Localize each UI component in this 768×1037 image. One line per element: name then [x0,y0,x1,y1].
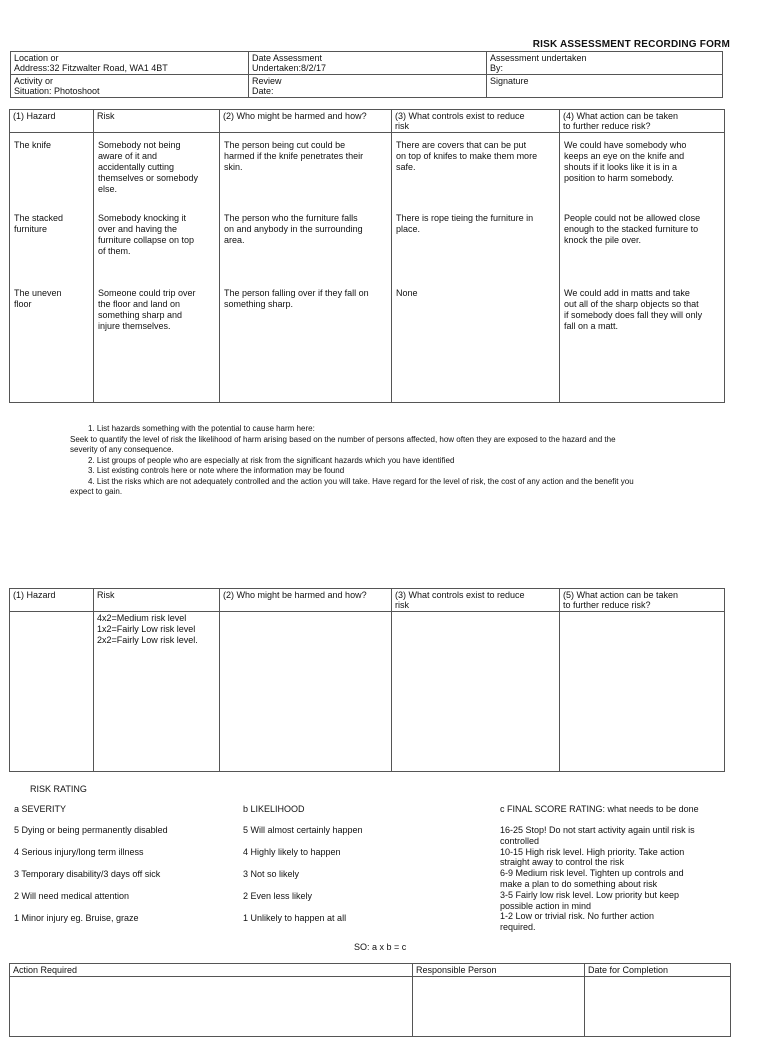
signature-field: Signature [487,75,723,98]
header-table [10,51,723,98]
col-controls-header: (3) What controls exist to reduce risk [392,589,560,612]
likelihood-title: b LIKELIHOOD [243,804,305,814]
note-line: 2. List groups of people who are especially at risk from the significant hazards which you have identified [88,455,455,465]
action-cell [560,612,725,772]
action-cell: We could have somebody who keeps an eye on the knife and shouts if it looks like it is in a position to harm somebody. [564,140,687,183]
risk-cell: Somebody knocking it over and having the furniture collapse on top of them. [98,213,195,256]
final-score-text: 16-25 Stop! Do not start activity again until risk is controlled 10-15 High risk level. High priority. Take action straight away to control the risk 6-9 Medium risk level. Tighten up controls and make a plan to do something about risk 3-5 Fairly low risk level. Low priority but keep possible action in mind 1-2 Low or trivial risk. No further action required. [500,825,695,933]
likelihood-section [243,804,463,924]
controls-cell: None [396,288,418,298]
who-harmed-cell: The person who the furniture falls on and anybody in the surrounding area. [224,213,363,245]
activity-field: Activity or Situation: Photoshoot [11,75,249,98]
col-hazard-header: (1) Hazard [10,110,94,133]
risk-cell: Someone could trip over the floor and land on something sharp and injure themselves. [98,288,196,331]
controls-cell [392,612,560,772]
likelihood-item: 4 Highly likely to happen [243,847,341,857]
assessment-by-field: Assessment undertaken By: [487,52,723,75]
location-field: Location or Address:32 Fitzwalter Road, WA1 4BT [11,52,249,75]
severity-item: 1 Minor injury eg. Bruise, graze [14,913,139,923]
hazard-table-1 [9,109,725,403]
final-score-title: c FINAL SCORE RATING: what needs to be done [500,804,699,814]
controls-cell: There is rope tieing the furniture in place. [396,213,534,234]
hazard-table-2 [9,588,725,772]
action-required-header: Action Required [10,964,413,977]
table1-header-row [10,110,725,133]
severity-title: a SEVERITY [14,804,67,814]
col-hazard-header: (1) Hazard [10,589,94,612]
col-who-harmed-header: (2) Who might be harmed and how? [220,110,392,133]
col-risk-header: Risk [94,110,220,133]
table-row [10,612,725,772]
hazard-cell: The stacked furniture [14,213,64,234]
likelihood-item: 1 Unlikely to happen at all [243,913,347,923]
action-cell: People could not be allowed close enough to the stacked furniture to knock the pile over. [564,213,701,245]
note-line: Seek to quantify the level of risk the likelihood of harm arising based on the number of persons affected, how often they are exposed to the hazard and the [70,434,616,444]
date-for-completion-header: Date for Completion [585,964,731,977]
note-line: expect to gain. [70,487,123,496]
severity-item: 4 Serious injury/long term illness [14,847,144,857]
who-harmed-cell [220,612,392,772]
hazard-cell: The uneven floor [14,288,62,309]
hazard-cell [10,612,94,772]
note-line: 1. List hazards something with the potential to cause harm here: [88,424,315,433]
col-action-header: (5) What action can be taken to further reduce risk? [560,589,725,612]
likelihood-item: 3 Not so likely [243,869,300,879]
date-assessment-field: Date Assessment Undertaken:8/2/17 [249,52,487,75]
col-risk-header: Risk [94,589,220,612]
hazard-cell: The knife [14,140,52,150]
risk-cell: Somebody not being aware of it and accidentally cutting themselves or somebody else. [98,140,199,194]
action-required-cell [10,977,413,1037]
col-action-header: (4) What action can be taken to further reduce risk? [560,110,725,133]
action-table [9,963,731,1037]
note-line: severity of any consequence. [70,445,174,454]
who-harmed-cell: The person being cut could be harmed if the knife penetrates their skin. [224,140,364,172]
formula-text: SO: a x b = c [354,942,407,952]
severity-section [14,804,234,924]
review-date-field: Review Date: [249,75,487,98]
note-line: 3. List existing controls here or note where the information may be found [88,466,345,475]
col-who-harmed-header: (2) Who might be harmed and how? [220,589,392,612]
severity-item: 2 Will need medical attention [14,891,130,901]
final-score-section [500,804,730,933]
responsible-person-cell [413,977,585,1037]
action-header-row [10,964,731,977]
likelihood-item: 5 Will almost certainly happen [243,825,363,835]
risk-rating-title: RISK RATING [30,784,87,794]
severity-item: 5 Dying or being permanently disabled [14,825,168,835]
note-line: 4. List the risks which are not adequately controlled and the action you will take. Have regard for the level of risk, the cost of any action and the benefit you [88,476,634,486]
risk-score-cell: 4x2=Medium risk level 1x2=Fairly Low risk level 2x2=Fairly Low risk level. [94,612,220,772]
action-cell: We could add in matts and take out all of the sharp objects so that if somebody does fall they will only fall on a matt. [564,288,703,331]
who-harmed-cell: The person falling over if they fall on something sharp. [224,288,369,309]
table2-header-row [10,589,725,612]
instructions-notes [70,424,730,498]
controls-cell: There are covers that can be put on top of knifes to make them more safe. [396,140,538,172]
table-row [10,977,731,1037]
likelihood-item: 2 Even less likely [243,891,313,901]
table-row [10,133,725,403]
date-for-completion-cell [585,977,731,1037]
severity-item: 3 Temporary disability/3 days off sick [14,869,161,879]
responsible-person-header: Responsible Person [413,964,585,977]
col-controls-header: (3) What controls exist to reduce risk [392,110,560,133]
form-title: RISK ASSESSMENT RECORDING FORM [532,39,730,50]
